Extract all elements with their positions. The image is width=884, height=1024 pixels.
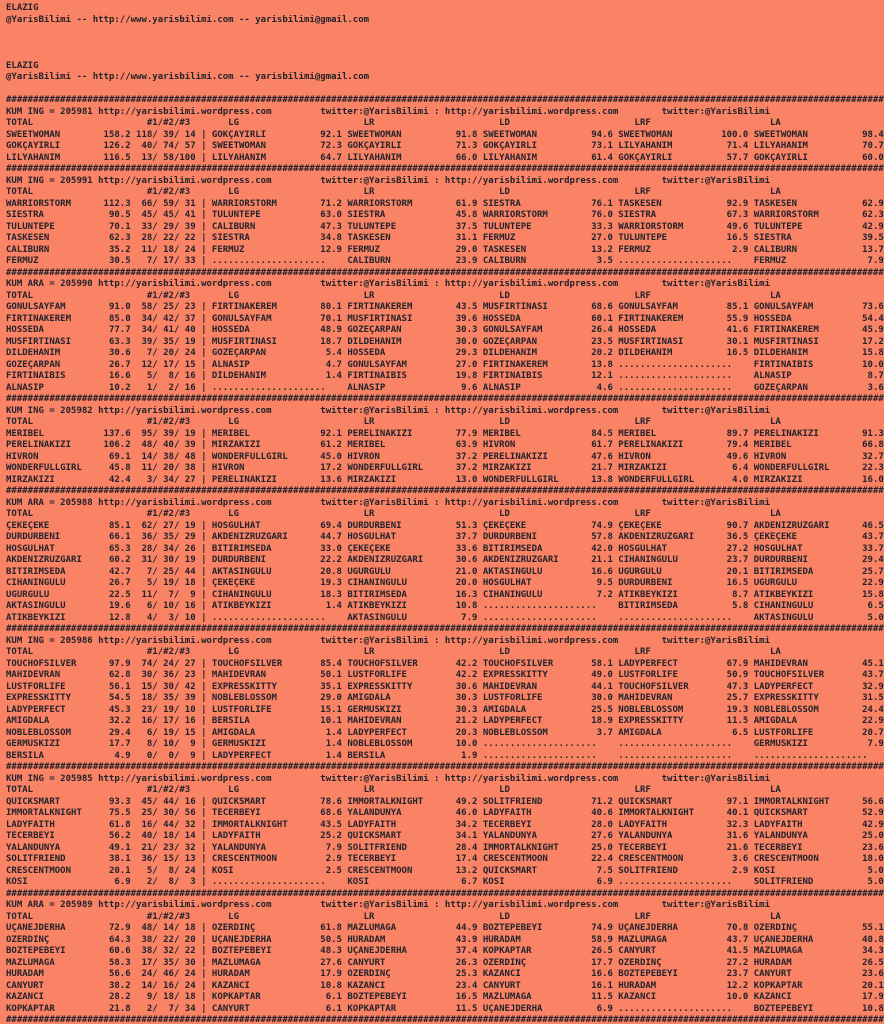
block-title-line: KUM ARA = 205988 http://yarisbilimi.wordpress.com twitter:@YarisBilimi : http://yarisbilimi.wordpress.com twitter:@YarisBilimi xyxy=(6,497,771,508)
stat-row-line: WONDERFULLGIRL 45.8 11/ 20/ 38 | HIVRON 17.2 WONDERFULLGIRL 37.2 MIRZAKIZI 21.7 MIRZAKIZI 6.4 WONDERFULLGIRL 22.3 xyxy=(6,463,884,473)
stat-row-line: CALIBURN 35.2 11/ 18/ 24 | FERMUZ 12.9 FERMUZ 29.0 TASKESEN 13.2 FERMUZ 2.9 CALIBURN 13.7 xyxy=(6,244,884,255)
blank-line xyxy=(6,49,884,61)
separator-line: ################################################################################################################################################################## xyxy=(6,164,884,174)
stat-row-line: HÜRADAM 56.6 24/ 46/ 24 | HÜRADAM 17.9 ÖZERDINÇ 25.3 KAZANCI 16.6 BOZTEPEBEYI 23.7 CANYURT 23.6 xyxy=(6,969,884,979)
stat-row-line: CRESCENTMOON 20.1 5/ 8/ 24 | KOSI 2.5 CRESCENTMOON 13.2 QUICKSMART 7.5 SOLITFRIEND 2.9 KOSI 5.0 xyxy=(6,865,884,876)
column-header-line: TOTAL #1/#2/#3 LG LR LD LRF LA xyxy=(6,118,781,128)
separator-line: ################################################################################################################################################################## xyxy=(6,888,884,899)
stat-row-line: BITIRIMSEDA 42.7 7/ 25/ 44 | AKTASINGÜLÜ 20.8 UGURGÜLÜ 21.0 AKTASINGÜLÜ 16.6 UGURGÜLÜ 20.1 BITIRIMSEDA 25.7 xyxy=(6,566,884,577)
separator-line: ################################################################################################################################################################## xyxy=(6,762,884,772)
separator-line: ################################################################################################################################################################## xyxy=(6,624,884,634)
stat-row-line: TECERBEYI 56.2 40/ 18/ 14 | LADYFAITH 25.2 QUICKSMART 34.1 YALANDÜNYA 27.6 YALANDÜNYA 31.6 YALANDÜNYA 25.0 xyxy=(6,831,884,841)
blank-line xyxy=(6,38,884,50)
column-header-line: TOTAL #1/#2/#3 LG LR LD LRF LA xyxy=(6,647,781,657)
separator-line: ################################################################################################################################################################## xyxy=(6,95,884,105)
stat-row-line: FERMUZ 30.5 7/ 17/ 33 | ..................... CALIBURN 23.9 CALIBURN 3.5 ..................... FERMUZ 7.9 xyxy=(6,256,884,266)
stat-row-line: GÖKÇAYIRLI 126.2 40/ 74/ 57 | SWEETWOMAN 72.3 GÖKÇAYIRLI 71.3 GÖKÇAYIRLI 73.1 LILYAHANIM 71.4 LILYAHANIM 70.7 xyxy=(6,141,884,151)
block-title-line: KUM ING = 205982 http://yarisbilimi.wordpress.com twitter:@YarisBilimi : http://yarisbilimi.wordpress.com twitter:@YarisBilimi xyxy=(6,405,771,416)
stat-row-line: HOSSEDA 77.7 34/ 41/ 40 | HOSSEDA 48.9 GÖZEÇARPAN 30.3 GÖNÜLSAYFAM 26.4 HOSSEDA 41.6 FIRTINAKEREM 45.9 xyxy=(6,325,884,335)
separator-line: ################################################################################################################################################################## xyxy=(6,394,884,404)
stat-row-line: CIHANINGÜLÜ 26.7 5/ 19/ 18 | ÇEKEÇEKE 19.3 CIHANINGÜLÜ 20.0 HOSGÜLHAT 9.5 DURDURBENI 16.5 UGURGÜLÜ 22.9 xyxy=(6,578,884,588)
stat-row-line: ÖZERDINÇ 64.3 38/ 22/ 20 | UÇANEJDERHA 50.5 HÜRADAM 43.9 HÜRADAM 58.9 MAZLUMAGA 43.7 UÇANEJDERHA 40.8 xyxy=(6,934,884,945)
stat-row-line: EXPRESSKITTY 54.5 18/ 35/ 39 | NOBLEBLOSSOM 29.0 AMIGDALA 30.3 LUSTFORLIFE 30.0 MAHIDEVRAN 25.7 EXPRESSKITTY 31.5 xyxy=(6,693,884,703)
stat-row-line: ATIKBEYKIZI 12.8 4/ 3/ 10 | ..................... AKTASINGÜLÜ 7.9 ..................... ..................... AKTASINGÜLÜ 5.0 xyxy=(6,612,884,623)
stat-row-line: DILDEHANIM 30.6 7/ 20/ 24 | GÖZEÇARPAN 5.4 HOSSEDA 29.3 DILDEHANIM 20.2 DILDEHANIM 16.5 DILDEHANIM 15.8 xyxy=(6,348,884,358)
stat-row-line: QUICKSMART 93.3 45/ 44/ 16 | QUICKSMART 78.6 IMMORTALKNIGHT 49.2 SOLITFRIEND 71.2 QUICKSMART 97.1 IMMORTALKNIGHT 56.6 xyxy=(6,796,884,807)
site-header-location: ELAZIG xyxy=(6,60,39,71)
stat-row-line: MAZLUMAGA 58.3 17/ 35/ 30 | MAZLUMAGA 27.6 CANYURT 26.3 ÖZERDINÇ 17.7 ÖZERDINÇ 27.2 HÜRADAM 26.5 xyxy=(6,957,884,968)
stat-row-line: MAHIDEVRAN 62.8 30/ 36/ 23 | MAHIDEVRAN 50.1 LUSTFORLIFE 42.2 EXPRESSKITTY 49.0 LUSTFORLIFE 50.9 TOUCHOFSILVER 43.7 xyxy=(6,670,884,680)
column-header-line: TOTAL #1/#2/#3 LG LR LD LRF LA xyxy=(6,911,781,922)
stat-row-line: FIRTINAIBIS 16.6 5/ 8/ 16 | DILDEHANIM 1.4 FIRTINAIBIS 19.8 FIRTINAIBIS 12.1 ..................... ALNASIP 8.7 xyxy=(6,371,884,381)
block-title-line: KUM ING = 205986 http://yarisbilimi.wordpress.com twitter:@YarisBilimi : http://yarisbilimi.wordpress.com twitter:@YarisBilimi xyxy=(6,635,771,646)
stat-row-line: HOSGÜLHAT 65.3 28/ 34/ 26 | BITIRIMSEDA 33.0 ÇEKEÇEKE 33.6 BITIRIMSEDA 42.0 HOSGÜLHAT 27.2 HOSGÜLHAT 33.7 xyxy=(6,543,884,554)
stat-row-line: SOLITFRIEND 38.1 36/ 15/ 13 | CRESCENTMOON 2.9 TECERBEYI 17.4 CRESCENTMOON 22.4 CRESCENTMOON 3.6 CRESCENTMOON 18.0 xyxy=(6,854,884,864)
stat-row-line: SWEETWOMAN 158.2 118/ 39/ 14 | GÖKÇAYIRLI 92.1 SWEETWOMAN 91.8 SWEETWOMAN 94.6 SWEETWOMAN 100.0 SWEETWOMAN 98.4 xyxy=(6,129,884,140)
stat-row-line: UÇANEJDERHA 72.9 48/ 14/ 18 | ÖZERDINÇ 61.8 MAZLUMAGA 44.9 BOZTEPEBEYI 74.9 UÇANEJDERHA 70.8 ÖZERDINÇ 55.1 xyxy=(6,923,884,933)
stat-row-line: LADYPERFECT 45.3 23/ 19/ 10 | LUSTFORLIFE 15.1 GERMUSKIZI 30.3 AMIGDALA 25.5 NOBLEBLOSSOM 19.3 NOBLEBLOSSOM 24.4 xyxy=(6,704,884,715)
stat-row-line: ALNASIP 10.2 1/ 2/ 16 | ..................... ALNASIP 9.6 ALNASIP 4.6 ..................... GÖZEÇARPAN 3.6 xyxy=(6,382,884,393)
stat-row-line: FIRTINAKEREM 85.0 34/ 42/ 37 | GÖNÜLSAYFAM 70.1 MUSFIRTINASI 39.6 HOSSEDA 60.1 FIRTINAKEREM 55.9 HOSSEDA 54.4 xyxy=(6,313,884,324)
column-header-line: TOTAL #1/#2/#3 LG LR LD LRF LA xyxy=(6,187,781,197)
site-header-credit: @YarisBilimi -- http://www.yarisbilimi.com -- yarisbilimi@gmail.com xyxy=(6,14,370,25)
stat-row-line: TASKESEN 62.3 28/ 22/ 22 | SIESTRA 34.8 TASKESEN 31.1 FERMUZ 27.0 TÜLÜNTEPE 16.5 SIESTRA 39.5 xyxy=(6,233,884,243)
stat-row-line: SIESTRA 90.5 45/ 45/ 41 | TÜLÜNTEPE 63.0 SIESTRA 45.8 WARRIORSTORM 76.0 SIESTRA 67.3 WARRIORSTORM 62.3 xyxy=(6,210,884,220)
stat-row-line: HIVRON 69.1 14/ 38/ 48 | WONDERFULLGIRL 45.0 HIVRON 37.2 PERELINAKIZI 47.6 HIVRON 49.6 HIVRON 32.7 xyxy=(6,451,884,462)
site-header-location: ELAZIG xyxy=(6,3,39,13)
stat-row-line: KOSI 6.9 2/ 8/ 3 | ..................... KOSI 6.7 KOSI 6.9 ..................... SOLITFRIEND 5.0 xyxy=(6,877,884,887)
block-title-line: KUM ARA = 205990 http://yarisbilimi.wordpress.com twitter:@YarisBilimi : http://yarisbilimi.wordpress.com twitter:@YarisBilimi xyxy=(6,279,771,289)
stat-row-line: MERIBEL 137.6 95/ 39/ 19 | MERIBEL 92.1 PERELINAKIZI 77.9 MERIBEL 84.5 MERIBEL 89.7 PERELINAKIZI 91.3 xyxy=(6,428,884,439)
block-title-line: KUM ARA = 205989 http://yarisbilimi.wordpress.com twitter:@YarisBilimi : http://yarisbilimi.wordpress.com twitter:@YarisBilimi xyxy=(6,900,771,910)
stat-row-line: YALANDÜNYA 49.1 21/ 23/ 32 | YALANDÜNYA 7.9 SOLITFRIEND 28.4 IMMORTALKNIGHT 25.0 TECERBEYI 21.6 TECERBEYI 23.6 xyxy=(6,842,884,853)
stat-row-line: WARRIORSTORM 112.3 66/ 59/ 31 | WARRIORSTORM 71.2 WARRIORSTORM 61.9 SIESTRA 76.1 TASKESEN 92.9 TASKESEN 62.9 xyxy=(6,198,884,209)
stat-row-line: DURDURBENI 66.1 36/ 35/ 29 | AKDENIZRÜZGARI 44.7 HOSGÜLHAT 37.7 DURDURBENI 57.8 AKDENIZRÜZGARI 36.5 ÇEKEÇEKE 43.7 xyxy=(6,532,884,542)
block-title-line: KUM ING = 205985 http://yarisbilimi.wordpress.com twitter:@YarisBilimi : http://yarisbilimi.wordpress.com twitter:@YarisBilimi xyxy=(6,773,771,784)
stat-row-line: GÖZEÇARPAN 26.7 12/ 17/ 15 | ALNASIP 4.7 GÖNÜLSAYFAM 27.0 FIRTINAKEREM 13.8 ..................... FIRTINAIBIS 10.0 xyxy=(6,359,884,370)
stat-row-line: AKTASINGÜLÜ 19.6 6/ 10/ 16 | ATIKBEYKIZI 1.4 ATIKBEYKIZI 10.8 ..................... BITIRIMSEDA 5.8 CIHANINGÜLÜ 6.5 xyxy=(6,601,884,611)
column-header-line: TOTAL #1/#2/#3 LG LR LD LRF LA xyxy=(6,290,781,301)
column-header-line: TOTAL #1/#2/#3 LG LR LD LRF LA xyxy=(6,785,781,795)
stat-row-line: IMMORTALKNIGHT 75.5 25/ 30/ 56 | TECERBEYI 68.6 YALANDÜNYA 46.0 LADYFAITH 40.6 IMMORTALKNIGHT 40.1 QUICKSMART 52.9 xyxy=(6,808,884,818)
blank-line xyxy=(6,26,884,38)
stat-row-line: KOPKAPTAR 21.8 2/ 7/ 34 | CANYURT 6.1 KOPKAPTAR 11.5 UÇANEJDERHA 6.9 ..................... BOZTEPEBEYI 10.8 xyxy=(6,1003,884,1014)
stat-row-line: BERSILA 4.9 0/ 0/ 9 | LADYPERFECT 1.4 BERSILA 1.9 ..................... ..................... ..................... xyxy=(6,750,884,761)
stat-row-line: LADYFAITH 61.8 16/ 44/ 32 | IMMORTALKNIGHT 43.5 LADYFAITH 34.2 TECERBEYI 28.0 LADYFAITH 32.3 LADYFAITH 42.9 xyxy=(6,819,884,830)
stat-row-line: NOBLEBLOSSOM 29.4 6/ 19/ 15 | AMIGDALA 1.4 LADYPERFECT 20.3 NOBLEBLOSSOM 3.7 AMIGDALA 6.5 LUSTFORLIFE 20.7 xyxy=(6,727,884,738)
block-title-line: KUM ING = 205981 http://yarisbilimi.wordpress.com twitter:@YarisBilimi : http://yarisbilimi.wordpress.com twitter:@YarisBilimi xyxy=(6,106,771,117)
separator-line: ################################################################################################################################################################## xyxy=(6,267,884,278)
stat-row-line: ÇEKEÇEKE 85.1 62/ 27/ 19 | HOSGÜLHAT 69.4 DURDURBENI 51.3 ÇEKEÇEKE 74.9 ÇEKEÇEKE 90.7 AKDENIZRÜZGARI 46.5 xyxy=(6,520,884,531)
stat-row-line: BOZTEPEBEYI 60.6 38/ 32/ 22 | BOZTEPEBEYI 48.3 UÇANEJDERHA 37.4 KOPKAPTAR 26.5 CANYURT 41.5 MAZLUMAGA 34.3 xyxy=(6,946,884,956)
stat-row-line: LUSTFORLIFE 56.1 15/ 30/ 42 | EXPRESSKITTY 35.1 EXPRESSKITTY 30.6 MAHIDEVRAN 44.1 TOUCHOFSILVER 47.3 LADYPERFECT 32.9 xyxy=(6,681,884,692)
stat-row-line: AMIGDALA 32.2 16/ 17/ 16 | BERSILA 10.1 MAHIDEVRAN 21.2 LADYPERFECT 18.9 EXPRESSKITTY 11.5 AMIGDALA 22.9 xyxy=(6,716,884,726)
stat-row-line: KAZANCI 28.2 9/ 18/ 18 | KOPKAPTAR 6.1 BOZTEPEBEYI 16.5 MAZLUMAGA 11.5 KAZANCI 10.0 KAZANCI 17.9 xyxy=(6,992,884,1002)
stat-row-line: TÜLÜNTEPE 70.1 33/ 29/ 39 | CALIBURN 47.3 TÜLÜNTEPE 37.5 TÜLÜNTEPE 33.3 WARRIORSTORM 49.6 TÜLÜNTEPE 42.9 xyxy=(6,221,884,232)
stat-row-line: CANYURT 38.2 14/ 16/ 24 | KAZANCI 10.8 KAZANCI 23.4 CANYURT 16.1 HÜRADAM 12.2 KOPKAPTAR 20.1 xyxy=(6,980,884,991)
block-title-line: KUM ING = 205991 http://yarisbilimi.wordpress.com twitter:@YarisBilimi : http://yarisbilimi.wordpress.com twitter:@YarisBilimi xyxy=(6,175,771,186)
separator-line: ################################################################################################################################################################## xyxy=(6,1015,884,1024)
stat-row-line: PERELINAKIZI 106.2 48/ 40/ 39 | MIRZAKIZI 61.2 MERIBEL 63.9 HIVRON 61.7 PERELINAKIZI 79.4 MERIBEL 66.8 xyxy=(6,440,884,450)
column-header-line: TOTAL #1/#2/#3 LG LR LD LRF LA xyxy=(6,509,781,519)
separator-line: ################################################################################################################################################################## xyxy=(6,486,884,496)
stat-row-line: LILYAHANIM 116.5 13/ 58/100 | LILYAHANIM 64.7 LILYAHANIM 66.0 LILYAHANIM 61.4 GÖKÇAYIRLI 57.7 GÖKÇAYIRLI 60.0 xyxy=(6,152,884,163)
stat-row-line: TOUCHOFSILVER 97.9 74/ 24/ 27 | TOUCHOFSILVER 85.4 TOUCHOFSILVER 42.2 TOUCHOFSILVER 58.1 LADYPERFECT 67.9 MAHIDEVRAN 45.1 xyxy=(6,658,884,669)
site-header-credit: @YarisBilimi -- http://www.yarisbilimi.com -- yarisbilimi@gmail.com xyxy=(6,72,370,82)
stat-row-line: UGURGÜLÜ 22.5 11/ 7/ 9 | CIHANINGÜLÜ 18.3 BITIRIMSEDA 16.3 CIHANINGÜLÜ 7.2 ATIKBEYKIZI 8.7 ATIKBEYKIZI 15.8 xyxy=(6,589,884,600)
stat-row-line: GÖNÜLSAYFAM 91.0 58/ 25/ 23 | FIRTINAKEREM 80.1 FIRTINAKEREM 43.5 MUSFIRTINASI 68.6 GÖNÜLSAYFAM 85.1 GÖNÜLSAYFAM 73.6 xyxy=(6,302,884,312)
stat-row-line: AKDENIZRÜZGARI 60.2 31/ 30/ 19 | DURDURBENI 22.2 AKDENIZRÜZGARI 30.6 AKDENIZRÜZGARI 21.1 CIHANINGÜLÜ 23.7 DURDURBENI 29.4 xyxy=(6,555,884,565)
column-header-line: TOTAL #1/#2/#3 LG LR LD LRF LA xyxy=(6,417,781,427)
stat-row-line: MUSFIRTINASI 63.3 39/ 35/ 19 | MUSFIRTINASI 18.7 DILDEHANIM 30.0 GÖZEÇARPAN 23.5 MUSFIRTINASI 30.1 MUSFIRTINASI 17.2 xyxy=(6,336,884,347)
stat-row-line: MIRZAKIZI 42.4 3/ 34/ 27 | PERELINAKIZI 13.6 MIRZAKIZI 13.0 WONDERFULLGIRL 13.8 WONDERFULLGIRL 4.0 MIRZAKIZI 16.0 xyxy=(6,474,884,485)
blank-line xyxy=(6,84,884,96)
stat-row-line: GERMUSKIZI 17.7 8/ 10/ 9 | GERMUSKIZI 1.4 NOBLEBLOSSOM 10.0 ..................... ..................... GERMUSKIZI 7.9 xyxy=(6,739,884,749)
stat-blocks-container xyxy=(6,95,884,1024)
